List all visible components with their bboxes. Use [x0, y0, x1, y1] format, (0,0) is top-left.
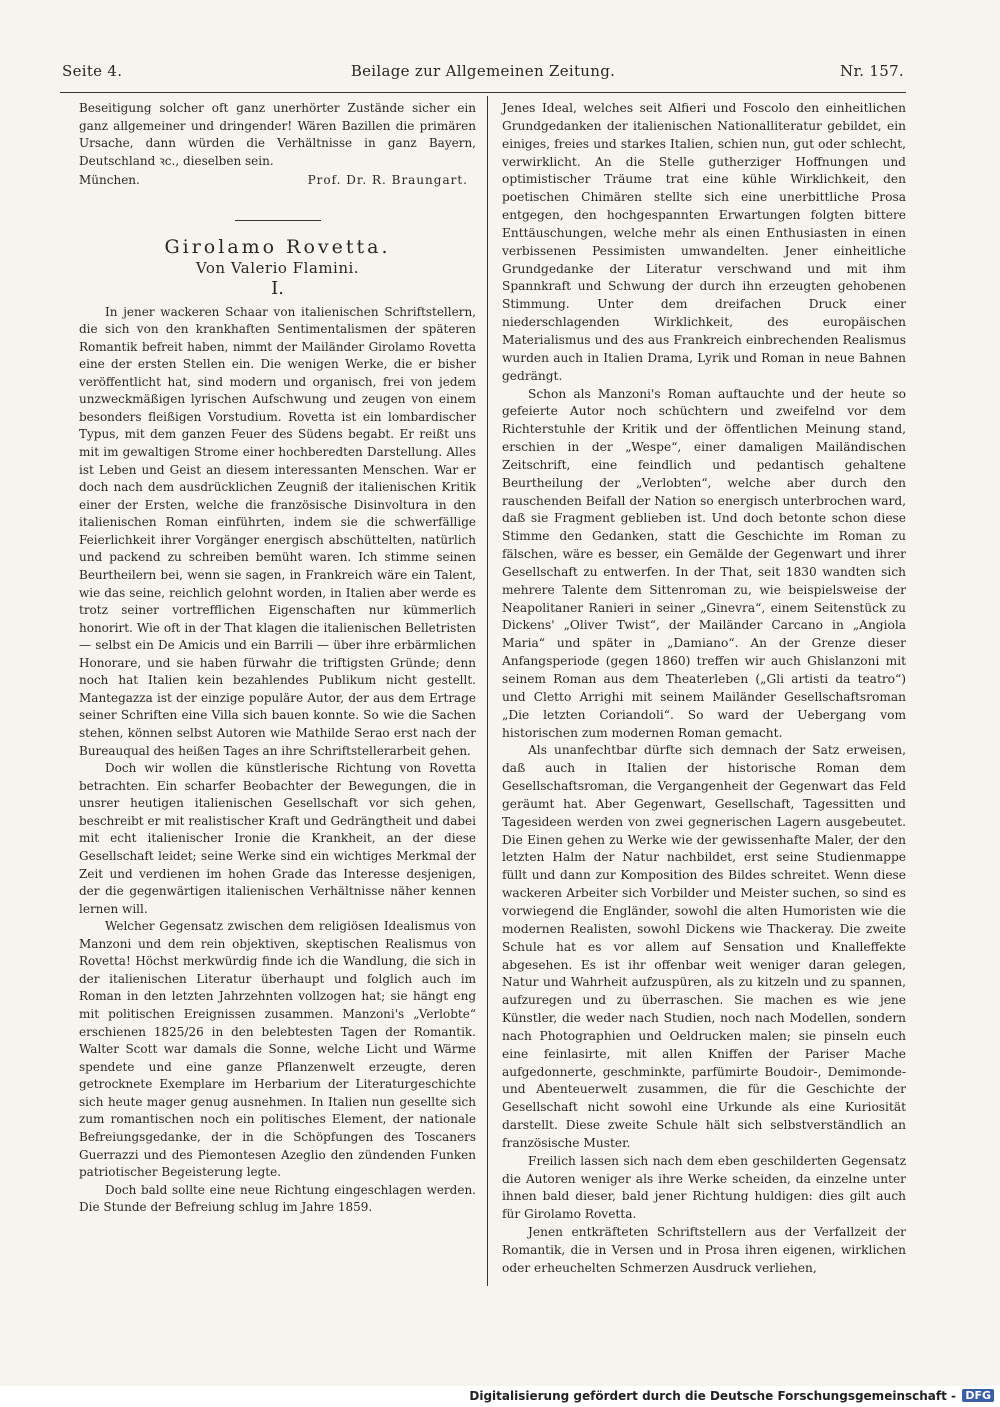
article-byline: Von Valerio Flamini. [195, 259, 360, 278]
article-title: Girolamo Rovetta. [164, 235, 391, 258]
paragraph: Welcher Gegensatz zwischen dem religiösen Idealismus von Manzoni und dem rein objektiven, skeptischen Realismus von Rovetta! Höchst merkwürdig finde ich die Wandlung, die sich in der italienischen Literatur überhaupt und folglich auch im Roman in den letzten Jahrzehnten vollzogen hat; sie hängt eng mit politischen Ereignissen zusammen. Manzoni's „Verlobte“ erschienen 1825/26 in den belebtesten Tagen der Romantik. Walter Scott war damals die Sonne, welche Licht und Wärme spendete und eine ganze Pflanzenwelt erzeugte, deren getrocknete Exemplare im Herbarium der Literaturgeschichte sich heute mager genug ausnehmen. In Italien nun gesellte sich zum romantischen noch ein politisches Element, der nationale Befreiungsgedanke, der in die Schöpfungen des Toscaners Guerrazzi und des Piemontesen Azeglio den zündenden Funken patriotischer Begeisterung legte. [79, 919, 476, 1180]
page-number: Seite 4. [62, 62, 123, 80]
paragraph: In jener wackeren Schaar von italienischen Schriftstellern, die sich von den krankhaften Sentimentalismen der späteren Romantik befreit haben, nimmt der Mailänder Girolamo Rovetta eine der ersten Stellen ein. Die wenigen Werke, die er bisher veröffentlicht hat, sind modern und organisch, frei von jedem unzweckmäßigen lyrischen Aufschwung und zeugen von einem besonders fleißigen Vorstudium. Rovetta ist ein lombardischer Typus, mit dem ganzen Feuer des Südens begabt. Er reißt uns mit im gewaltigen Strome einer hochberedten Darstellung. Alles ist Leben und Geist an diesem interessanten Menschen. War er doch nach dem ausdrücklichen Zeugniß der italienischen Kritik einer der Ersten, welche die französische Disinvoltura in den italienischen Roman einführten, indem sie die schwerfällige Feierlichkeit ihrer Vorgänger energisch abschüttelten, natürlich und packend zu schreiben bemüht waren. Ich stimme seinen Beurtheilern bei, wenn sie sagen, in Frankreich wäre ein Talent, wie das seine, reichlich gelohnt worden, in Italien aber werde es trotz seiner vortrefflichen Eigenschaften nur kümmerlich honorirt. Wie oft in der That klagen die italienischen Belletristen — selbst ein De Amicis und ein Barrili — über ihre erbärmlichen Honorare, und sie haben fürwahr die triftigsten Gründe; denn noch hat Italien kein bezahlendes Publikum nicht gestellt. Mantegazza ist der einzige populäre Autor, der aus dem Ertrage seiner Schriften eine Villa sich bauen konnte. So wie die Sachen stehen, können selbst Autoren wie Mathilde Serao erst nach der Bureauqual des heißen Tages an ihre Schriftstellerarbeit gehen. [79, 304, 476, 758]
paragraph: Doch bald sollte eine neue Richtung eingeschlagen werden. Die Stunde der Befreiung schlug im Jahre 1859. [79, 1182, 476, 1215]
section-separator [235, 220, 321, 221]
digitization-footer [0, 1386, 1000, 1407]
signature-city: München. [79, 173, 140, 188]
issue-number: Nr. 157. [840, 62, 904, 80]
paragraph: Schon als Manzoni's Roman auftauchte und der heute so gefeierte Autor noch schüchtern und zweifelnd vor dem Richterstuhle der Kritik und der öffentlichen Meinung stand, erschien in der „Wespe“, einer damaligen Mailändischen Zeitschrift, eine feindlich und pedantisch gehaltene Beurtheilung der „Verlobten“, welche aber durch den rauschenden Beifall der Nation so energisch unterbrochen ward, daß sie Fragment geblieben ist. Und doch betonte schon diese Stimme den Gedanken, statt die Geschichte im Roman zu fälschen, wäre es besser, ein Gemälde der Gegenwart und ihrer Gesellschaft zu entwerfen. In der That, seit 1830 wandten sich mehrere Talente dem Sittenroman zu, wie beispielsweise der Neapolitaner Ranieri in seiner „Ginevra“, einem Seitenstück zu Dickens' „Oliver Twist“, der Mailänder Carcano in „Angiola Maria“ und später in „Damiano“. An der Grenze dieser Anfangsperiode (gegen 1860) treffen wir auch Ghislanzoni mit seinem Roman aus dem Theaterleben („Gli artisti da teatro“) und Cletto Arrighi mit seinem Mailänder Gesellschaftsroman „Die letzten Coriandoli“. So ward der Uebergang vom historischen zum modernen Roman gemacht. [502, 386, 906, 740]
previous-article-ending: Beseitigung solcher oft ganz unerhörter Zustände sicher ein ganz allgemeiner und dringender! Wären Bazillen die primären Ursache, dann würden die Verhältnisse in ganz Bayern, Deutschland ꝛc., dieselben sein. [79, 101, 476, 168]
publication-title: Beilage zur Allgemeinen Zeitung. [350, 62, 616, 80]
paragraph: Doch wir wollen die künstlerische Richtung von Rovetta betrachten. Ein scharfer Beobachter der Bewegungen, die in unsrer heutigen italienischen Gesellschaft vor sich gehen, beschreibt er mit realistischer Kraft und Gedrängtheit und dabei mit echt italienischer Ironie die Krankheit, an der diese Gesellschaft leidet; seine Werke sind ein wichtiges Merkmal der Zeit und verdienen im hohen Grade das Interesse desjenigen, der die gegenwärtigen italienischen Verhältnisse näher kennen lernen will. [79, 761, 476, 916]
header-rule [60, 92, 906, 93]
right-column [502, 100, 906, 1278]
page-header [62, 62, 904, 86]
paragraph: Freilich lassen sich nach dem eben geschilderten Gegensatz die Autoren weniger als ihre Werke scheiden, da einzelne unter ihnen bald dieser, bald jener Richtung huldigen: dies gilt auch für Girolamo Rovetta. [502, 1153, 906, 1222]
column-divider [487, 96, 488, 1286]
paragraph: Jenen entkräfteten Schriftstellern aus der Verfallzeit der Romantik, die in Versen und in Prosa ihren eigenen, wirklichen oder erheuchelten Schmerzen Ausdruck verliehen, [502, 1225, 906, 1275]
section-numeral: I. [271, 277, 284, 299]
signature-line [79, 172, 476, 190]
funding-credit: Digitalisierung gefördert durch die Deutsche Forschungsgemeinschaft - [469, 1389, 956, 1403]
paragraph: Als unanfechtbar dürfte sich demnach der Satz erweisen, daß auch in Italien der historische Roman dem Gesellschaftsroman, die Vergangenheit der Gegenwart das Feld geräumt hat. Aber Gegenwart, Gesellschaft, Tagessitten und Tagesideen werden von zwei gegnerischen Lagern ausgebeutet. Die Einen gehen zu Werke wie der gewissenhafte Maler, der den letzten Halm der Natur nachbildet, erst seine Studienmappe füllt und dann zur Komposition des Bildes schreitet. Wenn diese wackeren Arbeiter sich Vorbilder und Meister suchen, so sind es vorwiegend die Engländer, sowohl die alten Humoristen wie die modernen Realisten, sowohl Dickens wie Thackeray. Die zweite Schule hat es vor allem auf Sensation und Knalleffekte abgesehen. Es ist ihr offenbar weit weniger daran gelegen, Natur und Wahrheit aufzuspüren, als zu kitzeln und zu spannen, aufzuregen und zu überraschen. Sie machen es wie jene Künstler, die weder nach Studien, noch nach Modellen, sondern nach Photographien und Oeldrucken malen; sie pinseln euch eine feinlasirte, mit allen Kniffen der Pariser Mache aufgedonnerte, geschminkte, parfümirte Boudoir-, Demimonde- und Abenteuerwelt zusammen, die für die Geschichte der Gesellschaft nicht sowohl eine Urkunde als eine Kuriosität darstellt. Diese zweite Schule hält sich selbstverständlich an französische Muster. [502, 743, 906, 1150]
paragraph: Jenes Ideal, welches seit Alfieri und Foscolo den einheitlichen Grundgedanken der italienischen Nationalliteratur gebildet, ein einiges, freies und starkes Italien, schien nun, gut oder schlecht, verwirklicht. An die Stelle gutherziger Hoffnungen und optimistischer Träume trat eine kühle Wirklichkeit, den poetischen Chimären stellte sich eine unerbittliche Prosa entgegen, den hochgespannten Erwartungen folgten bittere Enttäuschungen, welche mehr als einen Enthusiasten in einen verbissenen Pessimisten umwandelten. Jener einheitliche Grundgedanke der Literatur verschwand und mit ihm Spannkraft und Schwung der durch ihn erzeugten gehobenen Stimmung. Unter dem dreifachen Druck einer niederschlagenden Wirklichkeit, des europäischen Materialismus und des aus Frankreich einbrechenden Realismus wurden auch in Italien Drama, Lyrik und Roman in neue Bahnen gedrängt. [502, 101, 906, 383]
signature-author: Prof. Dr. R. Braungart. [307, 173, 468, 188]
left-column [79, 100, 476, 1217]
dfg-logo: DFG [962, 1389, 994, 1402]
